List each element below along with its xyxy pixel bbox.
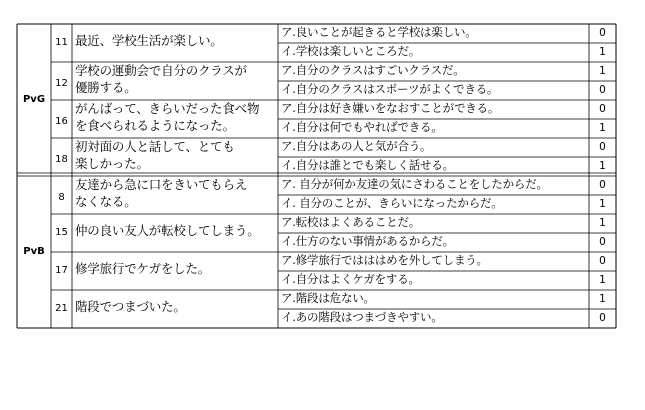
item-statement-line: を食べられるようになった。 xyxy=(75,118,235,133)
option-value: 1 xyxy=(599,160,606,172)
option-text: ア. 自分が何か友達の気にさわることをしたからだ。 xyxy=(281,177,548,191)
option-value: 0 xyxy=(599,179,606,191)
option-text: イ.自分は誰とでも楽しく話せる。 xyxy=(281,158,454,172)
item-number: 21 xyxy=(55,303,68,314)
option-text: ア.良いことが起きると学校は楽しい。 xyxy=(281,25,477,39)
option-value: 1 xyxy=(599,46,606,58)
option-text: ア.修学旅行ではははめを外してしまう。 xyxy=(281,253,488,267)
item-statement-line: 楽しかった。 xyxy=(75,156,149,171)
option-text: ア.転校はよくあることだ。 xyxy=(281,215,421,229)
item-statement-line: 初対面の人と話して、とても xyxy=(75,139,235,154)
option-text: イ.仕方のない事情があるからだ。 xyxy=(281,234,454,248)
item-statement-line: 階段でつまづいた。 xyxy=(75,299,186,314)
option-text: ア.階段は危ない。 xyxy=(281,291,375,305)
item-statement-line: 修学旅行でケガをした。 xyxy=(75,261,211,276)
option-text: イ. 自分のことが、きらいになったからだ。 xyxy=(281,196,503,210)
item-number: 18 xyxy=(55,154,68,165)
option-value: 0 xyxy=(599,84,606,96)
group-label: PvB xyxy=(23,246,45,257)
option-value: 0 xyxy=(599,312,606,324)
option-text: イ.あの階段はつまづきやすい。 xyxy=(281,310,443,324)
item-statement-line: 優勝する。 xyxy=(75,80,137,95)
item-number: 15 xyxy=(55,227,68,238)
item-number: 16 xyxy=(55,116,68,127)
option-value: 1 xyxy=(599,217,606,229)
item-statement-line: 学校の運動会で自分のクラスが xyxy=(75,63,247,78)
item-number: 8 xyxy=(58,192,65,203)
option-value: 0 xyxy=(599,103,606,115)
option-value: 0 xyxy=(599,141,606,153)
item-number: 12 xyxy=(55,78,68,89)
option-text: イ.自分は何でもやればできる。 xyxy=(281,120,443,134)
option-value: 0 xyxy=(599,236,606,248)
option-text: ア.自分はあの人と気が合う。 xyxy=(281,139,432,153)
option-value: 1 xyxy=(599,122,606,134)
option-value: 1 xyxy=(599,274,606,286)
option-text: イ.学校は楽しいところだ。 xyxy=(281,44,421,58)
item-statement-line: なくなる。 xyxy=(75,194,137,209)
option-text: ア.自分のクラスはすごいクラスだ。 xyxy=(281,63,465,77)
item-statement-line: 最近、学校生活が楽しい。 xyxy=(75,33,223,48)
item-number: 17 xyxy=(55,265,68,276)
item-statement-line: 友達から急に口をきいてもらえ xyxy=(75,177,248,192)
group-label: PvG xyxy=(22,94,46,105)
option-text: ア.自分は好き嫌いをなおすことができる。 xyxy=(281,101,500,115)
item-number: 11 xyxy=(55,37,68,48)
option-text: イ.自分のクラスはスポーツがよくできる。 xyxy=(281,82,499,96)
option-value: 1 xyxy=(599,293,606,305)
option-value: 0 xyxy=(599,27,606,39)
option-value: 0 xyxy=(599,255,606,267)
option-text: イ.自分はよくケガをする。 xyxy=(281,272,420,286)
item-statement-line: 仲の良い友人が転校してしまう。 xyxy=(75,223,260,238)
item-statement-line: がんばって、きらいだった食べ物 xyxy=(75,101,260,116)
option-value: 1 xyxy=(599,65,606,77)
option-value: 1 xyxy=(599,198,606,210)
